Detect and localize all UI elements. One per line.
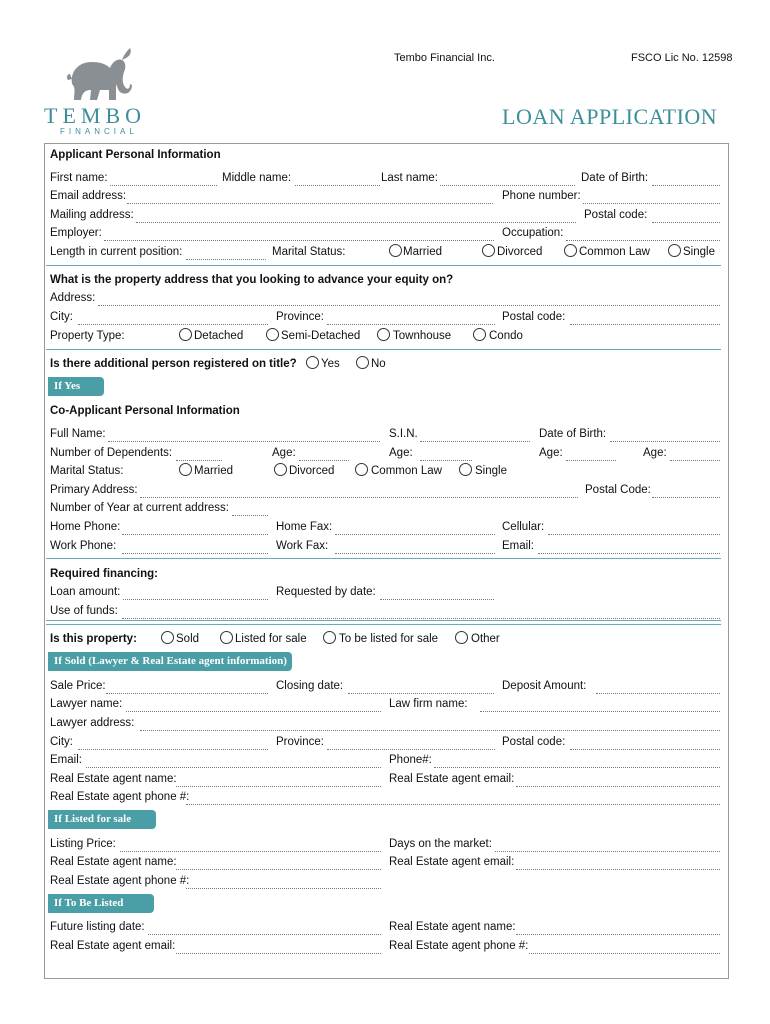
employer-field[interactable]	[104, 240, 494, 241]
first-name-field[interactable]	[110, 185, 217, 186]
law-firm-field[interactable]	[480, 711, 720, 712]
sold-agent-phone-label: Real Estate agent phone #:	[50, 791, 190, 803]
co-postal-field[interactable]	[652, 497, 720, 498]
email-field[interactable]	[127, 203, 493, 204]
address-label: Address:	[50, 292, 96, 304]
co-email-field[interactable]	[538, 553, 720, 554]
sold-agent-email-field[interactable]	[516, 786, 720, 787]
age-field-2[interactable]	[420, 460, 472, 461]
work-phone-label: Work Phone:	[50, 540, 117, 552]
tobe-agent-name-field[interactable]	[516, 934, 720, 935]
dob-field[interactable]	[652, 185, 720, 186]
age-field-3[interactable]	[566, 460, 616, 461]
status-question: Is this property:	[50, 633, 137, 645]
to-be-listed-label: To be listed for sale	[339, 633, 439, 645]
age-field-4[interactable]	[670, 460, 720, 461]
common-law-radio[interactable]	[564, 244, 577, 257]
semi-detached-label: Semi-Detached	[281, 330, 361, 342]
single-radio[interactable]	[668, 244, 681, 257]
sold-agent-name-label: Real Estate agent name:	[50, 773, 177, 785]
co-postal-label: Postal Code:	[585, 484, 651, 496]
home-fax-label: Home Fax:	[276, 521, 333, 533]
middle-name-label: Middle name:	[222, 172, 292, 184]
age-label-1: Age:	[272, 447, 296, 459]
co-single-label: Single	[475, 465, 507, 477]
financing-heading: Required financing:	[50, 568, 158, 580]
section-divider	[46, 558, 721, 559]
sold-radio[interactable]	[161, 631, 174, 644]
province-label: Province:	[276, 311, 324, 323]
sold-city-field[interactable]	[78, 749, 268, 750]
phone-label: Phone number:	[502, 190, 581, 202]
last-name-label: Last name:	[381, 172, 438, 184]
property-postal-label: Postal code:	[502, 311, 566, 323]
city-field[interactable]	[78, 324, 268, 325]
applicant-heading: Applicant Personal Information	[50, 149, 221, 161]
tobe-agent-email-field[interactable]	[176, 953, 381, 954]
section-divider	[46, 620, 721, 625]
listed-agent-phone-label: Real Estate agent phone #:	[50, 875, 190, 887]
listing-price-field[interactable]	[120, 851, 381, 852]
sold-postal-label: Postal code:	[502, 736, 566, 748]
form-frame	[44, 143, 729, 979]
years-field[interactable]	[232, 515, 268, 516]
marital-label: Marital Status:	[272, 246, 346, 258]
full-name-field[interactable]	[108, 441, 380, 442]
days-field[interactable]	[495, 851, 720, 852]
divorced-label: Divorced	[497, 246, 543, 258]
listed-agent-name-field[interactable]	[176, 869, 381, 870]
divorced-radio[interactable]	[482, 244, 495, 257]
sold-email-label: Email:	[50, 754, 82, 766]
closing-date-label: Closing date:	[276, 680, 344, 692]
dependents-field[interactable]	[176, 460, 222, 461]
loan-amount-label: Loan amount:	[50, 586, 121, 598]
listed-agent-name-label: Real Estate agent name:	[50, 856, 177, 868]
full-name-label: Full Name:	[50, 428, 106, 440]
future-date-label: Future listing date:	[50, 921, 145, 933]
yes-radio[interactable]	[306, 356, 319, 369]
future-date-field[interactable]	[148, 934, 381, 935]
townhouse-label: Townhouse	[393, 330, 452, 342]
middle-name-field[interactable]	[295, 185, 380, 186]
property-postal-field[interactable]	[570, 324, 720, 325]
sold-phone-field[interactable]	[434, 767, 720, 768]
sold-city-label: City:	[50, 736, 73, 748]
postal-field[interactable]	[652, 222, 720, 223]
sold-agent-name-field[interactable]	[176, 786, 381, 787]
sold-phone-label: Phone#:	[389, 754, 432, 766]
length-label: Length in current position:	[50, 246, 183, 258]
sin-field[interactable]	[420, 441, 530, 442]
cellular-field[interactable]	[548, 534, 720, 535]
co-marital-label: Marital Status:	[50, 465, 124, 477]
license-number: FSCO Lic No. 12598	[631, 52, 733, 64]
detached-radio[interactable]	[179, 328, 192, 341]
city-label: City:	[50, 311, 73, 323]
lawyer-address-field[interactable]	[140, 730, 720, 731]
closing-date-field[interactable]	[348, 693, 494, 694]
co-common-law-radio[interactable]	[355, 463, 368, 476]
phone-field[interactable]	[583, 203, 720, 204]
tobe-agent-phone-label: Real Estate agent phone #:	[389, 940, 529, 952]
co-divorced-label: Divorced	[289, 465, 335, 477]
requested-by-field[interactable]	[380, 599, 494, 600]
sold-postal-field[interactable]	[570, 749, 720, 750]
semi-detached-radio[interactable]	[266, 328, 279, 341]
condo-radio[interactable]	[473, 328, 486, 341]
no-label: No	[371, 358, 386, 370]
common-law-label: Common Law	[579, 246, 650, 258]
sale-price-label: Sale Price:	[50, 680, 106, 692]
cellular-label: Cellular:	[502, 521, 545, 533]
dependents-label: Number of Dependents:	[50, 447, 173, 459]
sold-email-field[interactable]	[86, 767, 381, 768]
work-phone-field[interactable]	[122, 553, 268, 554]
use-of-funds-field[interactable]	[122, 618, 720, 619]
title-question: Is there additional person registered on title?	[50, 358, 297, 370]
if-yes-pill: If Yes	[48, 377, 104, 396]
sold-province-label: Province:	[276, 736, 324, 748]
province-field[interactable]	[327, 324, 495, 325]
primary-address-field[interactable]	[140, 497, 578, 498]
lawyer-name-label: Lawyer name:	[50, 698, 123, 710]
elephant-logo-icon	[64, 44, 134, 106]
work-fax-field[interactable]	[335, 553, 495, 554]
age-field-1[interactable]	[299, 460, 349, 461]
lawyer-address-label: Lawyer address:	[50, 717, 135, 729]
requested-by-label: Requested by date:	[276, 586, 376, 598]
co-married-label: Married	[194, 465, 233, 477]
listed-agent-phone-field[interactable]	[186, 888, 381, 889]
use-of-funds-label: Use of funds:	[50, 605, 118, 617]
occupation-label: Occupation:	[502, 227, 564, 239]
listed-agent-email-field[interactable]	[516, 869, 720, 870]
sale-price-field[interactable]	[106, 693, 268, 694]
married-label: Married	[403, 246, 442, 258]
co-divorced-radio[interactable]	[274, 463, 287, 476]
detached-label: Detached	[194, 330, 244, 342]
section-divider	[46, 265, 721, 266]
sold-agent-email-label: Real Estate agent email:	[389, 773, 515, 785]
listing-price-label: Listing Price:	[50, 838, 116, 850]
married-radio[interactable]	[389, 244, 402, 257]
sold-label: Sold	[176, 633, 200, 645]
co-dob-label: Date of Birth:	[539, 428, 607, 440]
co-common-law-label: Common Law	[371, 465, 442, 477]
length-field[interactable]	[186, 259, 266, 260]
section-divider	[46, 349, 721, 350]
first-name-label: First name:	[50, 172, 108, 184]
company-name: Tembo Financial Inc.	[394, 52, 495, 64]
home-fax-field[interactable]	[335, 534, 495, 535]
condo-label: Condo	[489, 330, 523, 342]
townhouse-radio[interactable]	[377, 328, 390, 341]
years-label: Number of Year at current address:	[50, 502, 229, 514]
mailing-label: Mailing address:	[50, 209, 134, 221]
tobe-agent-phone-field[interactable]	[529, 953, 720, 954]
last-name-field[interactable]	[440, 185, 575, 186]
co-single-radio[interactable]	[459, 463, 472, 476]
lawyer-name-field[interactable]	[126, 711, 381, 712]
co-married-radio[interactable]	[179, 463, 192, 476]
yes-label: Yes	[321, 358, 340, 370]
work-fax-label: Work Fax:	[276, 540, 329, 552]
home-phone-field[interactable]	[122, 534, 268, 535]
other-radio[interactable]	[455, 631, 468, 644]
dob-label: Date of Birth:	[581, 172, 649, 184]
loan-amount-field[interactable]	[123, 599, 268, 600]
co-email-label: Email:	[502, 540, 534, 552]
home-phone-label: Home Phone:	[50, 521, 121, 533]
employer-label: Employer:	[50, 227, 102, 239]
logo-wordmark: TEMBO	[44, 103, 146, 128]
tobe-agent-name-label: Real Estate agent name:	[389, 921, 516, 933]
no-radio[interactable]	[356, 356, 369, 369]
other-label: Other	[471, 633, 500, 645]
tobe-agent-email-label: Real Estate agent email:	[50, 940, 176, 952]
if-sold-pill: If Sold (Lawyer & Real Estate agent information)	[48, 652, 292, 671]
page-title: LOAN APPLICATION	[502, 104, 718, 129]
email-label: Email address:	[50, 190, 127, 202]
listed-label: Listed for sale	[235, 633, 307, 645]
age-label-3: Age:	[539, 447, 563, 459]
law-firm-label: Law firm name:	[389, 698, 468, 710]
single-label: Single	[683, 246, 715, 258]
deposit-label: Deposit Amount:	[502, 680, 587, 692]
property-question: What is the property address that you looking to advance your equity on?	[50, 274, 454, 286]
deposit-field[interactable]	[596, 693, 720, 694]
address-field[interactable]	[98, 305, 720, 306]
co-dob-field[interactable]	[610, 441, 720, 442]
to-be-listed-radio[interactable]	[323, 631, 336, 644]
sold-province-field[interactable]	[327, 749, 495, 750]
listed-agent-email-label: Real Estate agent email:	[389, 856, 515, 868]
property-type-label: Property Type:	[50, 330, 125, 342]
occupation-field[interactable]	[566, 240, 720, 241]
days-label: Days on the market:	[389, 838, 492, 850]
listed-radio[interactable]	[220, 631, 233, 644]
sin-label: S.I.N.	[389, 428, 418, 440]
if-listed-pill: If Listed for sale	[48, 810, 156, 829]
logo-subtitle: FINANCIAL	[60, 127, 138, 136]
sold-agent-phone-field[interactable]	[186, 804, 720, 805]
if-to-be-listed-pill: If To Be Listed	[48, 894, 154, 913]
primary-address-label: Primary Address:	[50, 484, 138, 496]
age-label-2: Age:	[389, 447, 413, 459]
coapplicant-heading: Co-Applicant Personal Information	[50, 405, 240, 417]
age-label-4: Age:	[643, 447, 667, 459]
postal-label: Postal code:	[584, 209, 648, 221]
mailing-field[interactable]	[136, 222, 576, 223]
